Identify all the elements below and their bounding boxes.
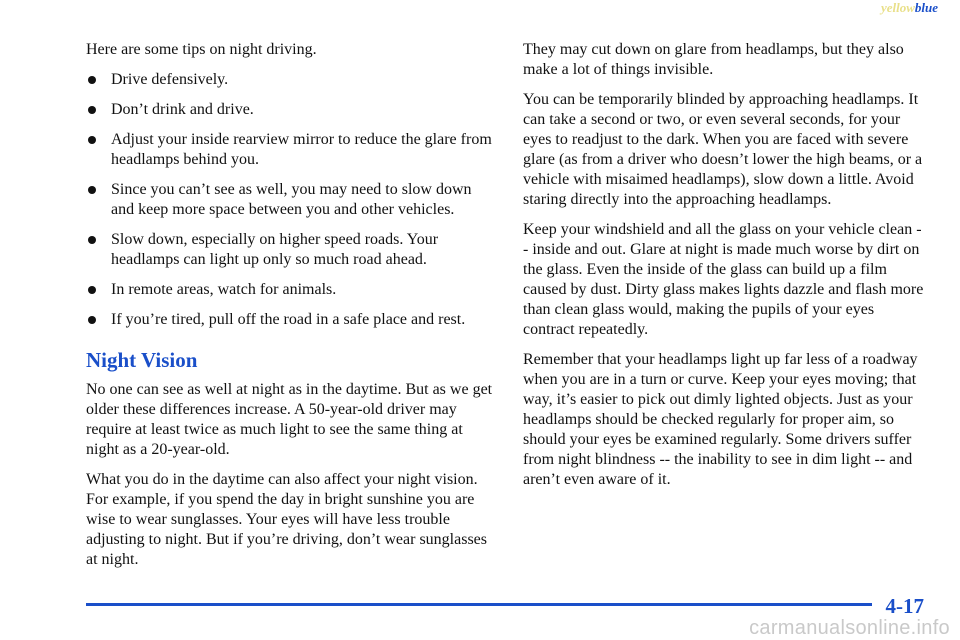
paragraph: They may cut down on glare from headlamps, but they also make a lot of things invisible. [523,41,904,78]
paragraph: No one can see as well at night as in the daytime. But as we get older these differences increase. A 50-year-old driver may require at least twice as much light to see the same thing at night as a 20-year-old. [86,381,493,458]
bullet-icon [88,76,96,84]
bullet-icon [88,316,96,324]
list-item-text: Adjust your inside rearview mirror to reduce the glare from headlamps behind you. [111,131,492,168]
footer-divider [86,603,872,606]
list-item-text: Slow down, especially on higher speed roads. Your headlamps can light up only so much road ahead. [111,231,439,268]
bullet-icon [88,136,96,144]
bullet-icon [88,186,96,194]
list-item-text: Since you can’t see as well, you may need to slow down and keep more space between you and other vehicles. [111,181,472,218]
section-title-night-vision: Night Vision [86,348,198,372]
list-item [86,310,494,330]
intro-text: Here are some tips on night driving. [86,41,317,58]
bullet-icon [88,236,96,244]
left-column [86,40,494,580]
list-item-text: Drive defensively. [111,71,229,88]
bullet-icon [88,106,96,114]
header-tag-blue: blue [914,0,938,15]
right-column [523,40,926,500]
header-color-tag [881,0,938,16]
paragraph: Keep your windshield and all the glass on your vehicle clean -- inside and out. Glare at night is made much worse by dirt on the glass. Even the inside of the glass can build up a film caused by dust. Dirty glass makes lights dazzle and flash more than clean glass would, making the pupils of your eyes contract repeatedly. [523,221,924,338]
paragraph: Remember that your headlamps light up far less of a roadway when you are in a turn or curve. Keep your eyes moving; that way, it’s easier to pick out dimly lighted objects. Just as your headlamps should be checked regularly for proper aim, so should your eyes be examined regularly. Some drivers suffer from night blindness -- the inability to see in dim light -- and aren’t even aware of it. [523,351,918,488]
watermark-text: carmanualsonline.info [749,617,950,639]
list-item [86,180,494,220]
list-item [86,70,494,90]
list-item [86,230,494,270]
bullet-icon [88,286,96,294]
paragraph: You can be temporarily blinded by approaching headlamps. It can take a second or two, or even several seconds, for your eyes to readjust to the dark. When you are faced with severe glare (as from a driver who doesn’t lower the high beams, or a vehicle with misaimed headlamps), slow down a little. Avoid staring directly into the approaching headlamps. [523,91,923,208]
list-item-text: In remote areas, watch for animals. [111,281,337,298]
list-item [86,100,494,120]
list-item-text: If you’re tired, pull off the road in a safe place and rest. [111,311,466,328]
page-number: 4-17 [885,594,924,618]
paragraph: What you do in the daytime can also affect your night vision. For example, if you spend the day in bright sunshine you are wise to wear sunglasses. Your eyes will have less trouble adjusting to night. But if you’re driving, don’t wear sunglasses at night. [86,471,487,568]
list-item [86,130,494,170]
list-item-text: Don’t drink and drive. [111,101,254,118]
header-tag-yellow: yellow [880,0,915,15]
night-driving-tips-list [86,70,494,330]
list-item [86,280,494,300]
